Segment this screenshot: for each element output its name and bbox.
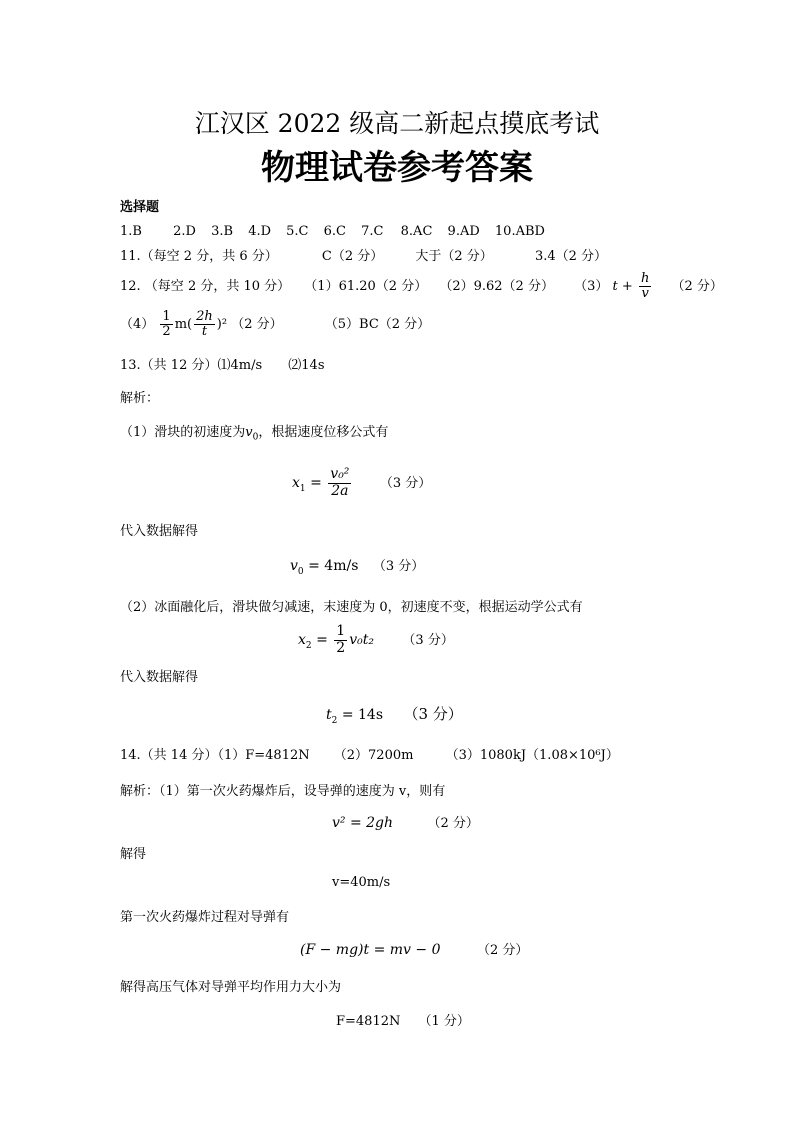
q14-force-text: 解得高压气体对导弹平均作用力大小为 <box>120 980 342 995</box>
q14-process-text: 第一次火药爆炸过程对导弹有 <box>120 910 290 925</box>
q14-velocity-result: v=40m/s <box>332 875 391 890</box>
equation-rhs: = 14s <box>341 707 384 723</box>
q13-equation-1 <box>292 460 431 506</box>
q13-equation-2 <box>290 555 424 577</box>
fraction-denominator: 2 <box>162 324 171 339</box>
q13-substitute-2: 代入数据解得 <box>120 670 199 685</box>
q13-head: 13.（共 12 分）⑴4m/s <box>120 358 263 373</box>
q14-force-result <box>336 1010 470 1029</box>
q14-equation-1 <box>332 812 479 831</box>
equation-var: t <box>326 707 332 723</box>
choice-answer: 8.AC <box>400 224 433 239</box>
equation-score: （2 分） <box>427 816 479 831</box>
q12-answer-3-fraction <box>639 272 651 302</box>
fraction-numerator: 1 <box>336 623 346 640</box>
q13-equation-3 <box>298 618 454 662</box>
fraction-numerator: 2h <box>196 308 213 324</box>
fraction-denominator: 2 <box>336 639 346 656</box>
q13-part1-intro: （1）滑块的初速度为 <box>120 425 246 440</box>
q12-answer-4-fraction <box>194 310 215 340</box>
equation-var-sub: 2 <box>331 715 338 726</box>
q11-answer-3: 3.4（2 分） <box>534 249 608 264</box>
equation-score: （1 分） <box>418 1014 470 1029</box>
fraction-numerator: 1 <box>162 308 171 324</box>
equation-score: （3 分） <box>379 476 432 491</box>
q13-answer-2: ⑵14s <box>288 358 325 373</box>
choice-answer: 4.D <box>248 224 272 239</box>
fraction-denominator: 2a <box>331 482 349 499</box>
q14-answer-3: （3）1080kJ（1.08×10⁶J） <box>445 748 619 763</box>
equation-body: v² = 2gh <box>332 815 394 831</box>
section-heading: 选择题 <box>120 200 160 215</box>
q13-part1-sub: 0 <box>252 432 259 443</box>
q12-head: 12. （每空 2 分，共 10 分） <box>120 279 291 294</box>
q12-answer-5: （5）BC（2 分） <box>324 317 431 332</box>
q11-line <box>120 245 607 264</box>
q12-line-2 <box>120 305 430 345</box>
equals-sign: = <box>310 475 322 491</box>
q14-solve-label: 解得 <box>120 847 147 862</box>
document-title: 物理试卷参考答案 <box>261 148 533 188</box>
q13-analysis-label: 解析： <box>120 391 160 406</box>
q12-answer-3-plus: + <box>621 279 633 294</box>
q13-part1-var: v <box>245 425 253 440</box>
q12-answer-4-m: m( <box>174 317 193 332</box>
equation-score: （2 分） <box>476 943 529 958</box>
q14-head: 14.（共 14 分）（1）F=4812N <box>120 748 310 763</box>
q13-substitute-1: 代入数据解得 <box>120 524 199 539</box>
choice-answer: 9.AD <box>447 224 480 239</box>
q14-analysis-text: 解析：（1）第一次火药爆炸后，设导弹的速度为 v，则有 <box>120 784 446 799</box>
q12-answer-4-label: （4） <box>120 317 155 332</box>
equation-lhs-sub: 2 <box>305 640 312 651</box>
equation-var-sub: 0 <box>297 566 304 577</box>
equation-score: （3 分） <box>372 559 425 574</box>
equation-lhs-sub: 1 <box>299 483 306 494</box>
exam-title: 江汉区 2022 级高二新起点摸底考试 <box>194 109 600 138</box>
q14-line <box>120 744 619 763</box>
q12-answer-3-t: t <box>612 279 618 294</box>
choice-answer: 5.C <box>286 224 309 239</box>
q14-answer-2: （2）7200m <box>333 748 414 763</box>
q11-answer-1: C（2 分） <box>321 249 384 264</box>
q14-equation-3 <box>300 939 528 958</box>
choice-answers <box>120 224 545 239</box>
equation-score: （3 分） <box>402 633 454 648</box>
q11-head: 11.（每空 2 分，共 6 分） <box>120 249 278 264</box>
q12-answer-4-fraction-half <box>160 310 172 340</box>
equation-lhs: x <box>292 475 300 491</box>
q13-part2-text: （2）冰面融化后，滑块做匀减速，末速度为 0，初速度不变，根据运动学公式有 <box>120 600 583 615</box>
equation-var: v <box>290 558 298 574</box>
equation-score: （3 分） <box>403 705 463 723</box>
choice-answer: 7.C <box>361 224 384 239</box>
q12-answer-4-score: （2 分） <box>231 317 283 332</box>
q12-answer-3-label: （3） <box>574 279 609 294</box>
equation-body: F=4812N <box>336 1014 401 1029</box>
equation-rhs: v₀t₂ <box>349 632 374 648</box>
q13-part1-text <box>120 421 388 443</box>
fraction-numerator: v₀² <box>330 466 350 483</box>
choice-answer: 1.B <box>120 224 142 239</box>
choice-answer: 3.B <box>211 224 234 239</box>
q12-answer-1: （1）61.20（2 分） <box>304 279 428 294</box>
q12-line-1 <box>120 267 723 307</box>
equation-fraction <box>328 467 351 499</box>
q11-answer-2: 大于（2 分） <box>415 249 493 264</box>
q13-line <box>120 354 325 373</box>
choice-answer: 2.D <box>173 224 196 239</box>
q12-answer-2: （2）9.62（2 分） <box>439 279 554 294</box>
equals-sign: = <box>316 632 328 648</box>
choice-answer: 6.C <box>323 224 347 239</box>
q13-equation-4 <box>326 703 463 726</box>
fraction-denominator: t <box>201 324 208 339</box>
equation-lhs: x <box>298 632 306 648</box>
equation-rhs: = 4m/s <box>308 558 359 574</box>
choice-answer: 10.ABD <box>494 224 545 239</box>
q12-answer-3-score: （2 分） <box>671 279 723 294</box>
fraction-denominator: v <box>641 286 649 301</box>
fraction-numerator: h <box>640 270 650 286</box>
equation-body: (F − mg)t = mv − 0 <box>300 942 441 958</box>
q12-answer-4-power: )² <box>216 317 228 332</box>
q13-part1-tail: ，根据速度位移公式有 <box>258 425 389 440</box>
equation-fraction <box>334 624 347 656</box>
